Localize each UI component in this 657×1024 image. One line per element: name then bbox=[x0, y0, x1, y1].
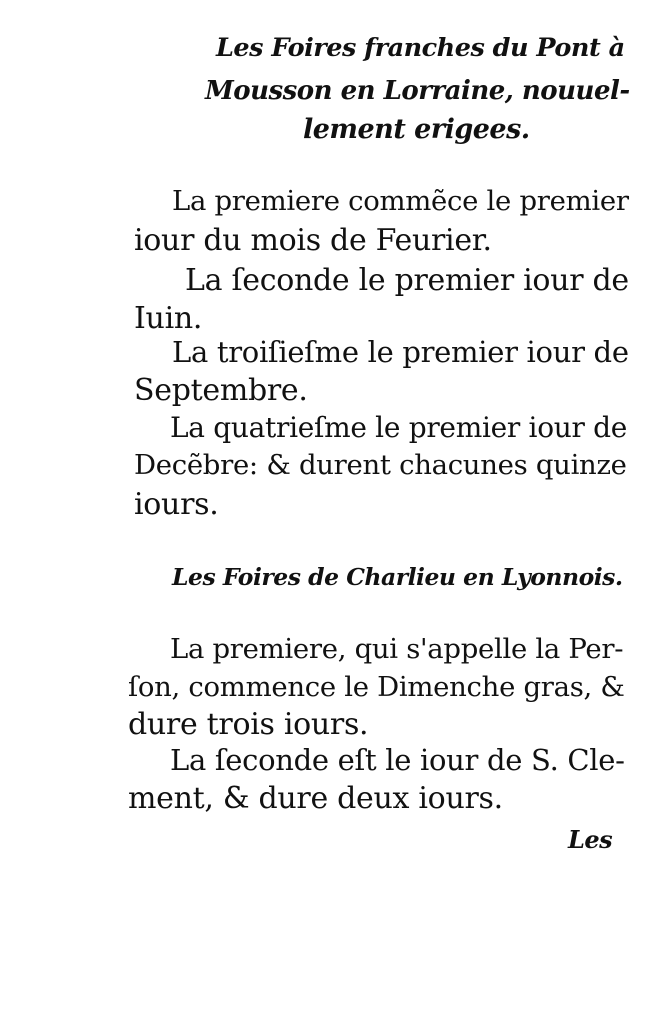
section2-line4: La ſeconde eſt le iour de S. Cle- bbox=[170, 743, 625, 777]
section1-line7: La quatrieſme le premier iour de bbox=[170, 411, 628, 444]
section1-line2: iour du mois de Feurier. bbox=[134, 223, 492, 258]
section2-line5: ment, & dure deux iours. bbox=[128, 781, 503, 816]
catchword: Les bbox=[568, 825, 613, 854]
section2-line1: La premiere, qui s'appelle la Per- bbox=[170, 633, 624, 665]
section1-line3: La ſeconde le premier iour de bbox=[185, 263, 629, 298]
heading1-line1: Les Foires franches du Pont à bbox=[216, 33, 625, 63]
heading2: Les Foires de Charlieu en Lyonnois. bbox=[172, 563, 623, 591]
section2-line2: ſon, commence le Dimenche gras, & bbox=[128, 671, 625, 703]
section1-line9: iours. bbox=[134, 487, 219, 522]
section1-line4: Iuin. bbox=[134, 301, 203, 336]
heading1-line2: Mousson en Lorraine, nouuel- bbox=[205, 76, 630, 106]
section1-line8: Decẽbre: & durent chacunes quinze bbox=[134, 449, 627, 481]
section1-line5: La troiſieſme le premier iour de bbox=[172, 335, 629, 369]
section2-line3: dure trois iours. bbox=[128, 707, 369, 742]
section1-line1: La premiere commẽce le premier bbox=[172, 185, 629, 217]
section1-line6: Septembre. bbox=[134, 373, 308, 408]
heading1-line3: lement erigees. bbox=[303, 114, 530, 145]
